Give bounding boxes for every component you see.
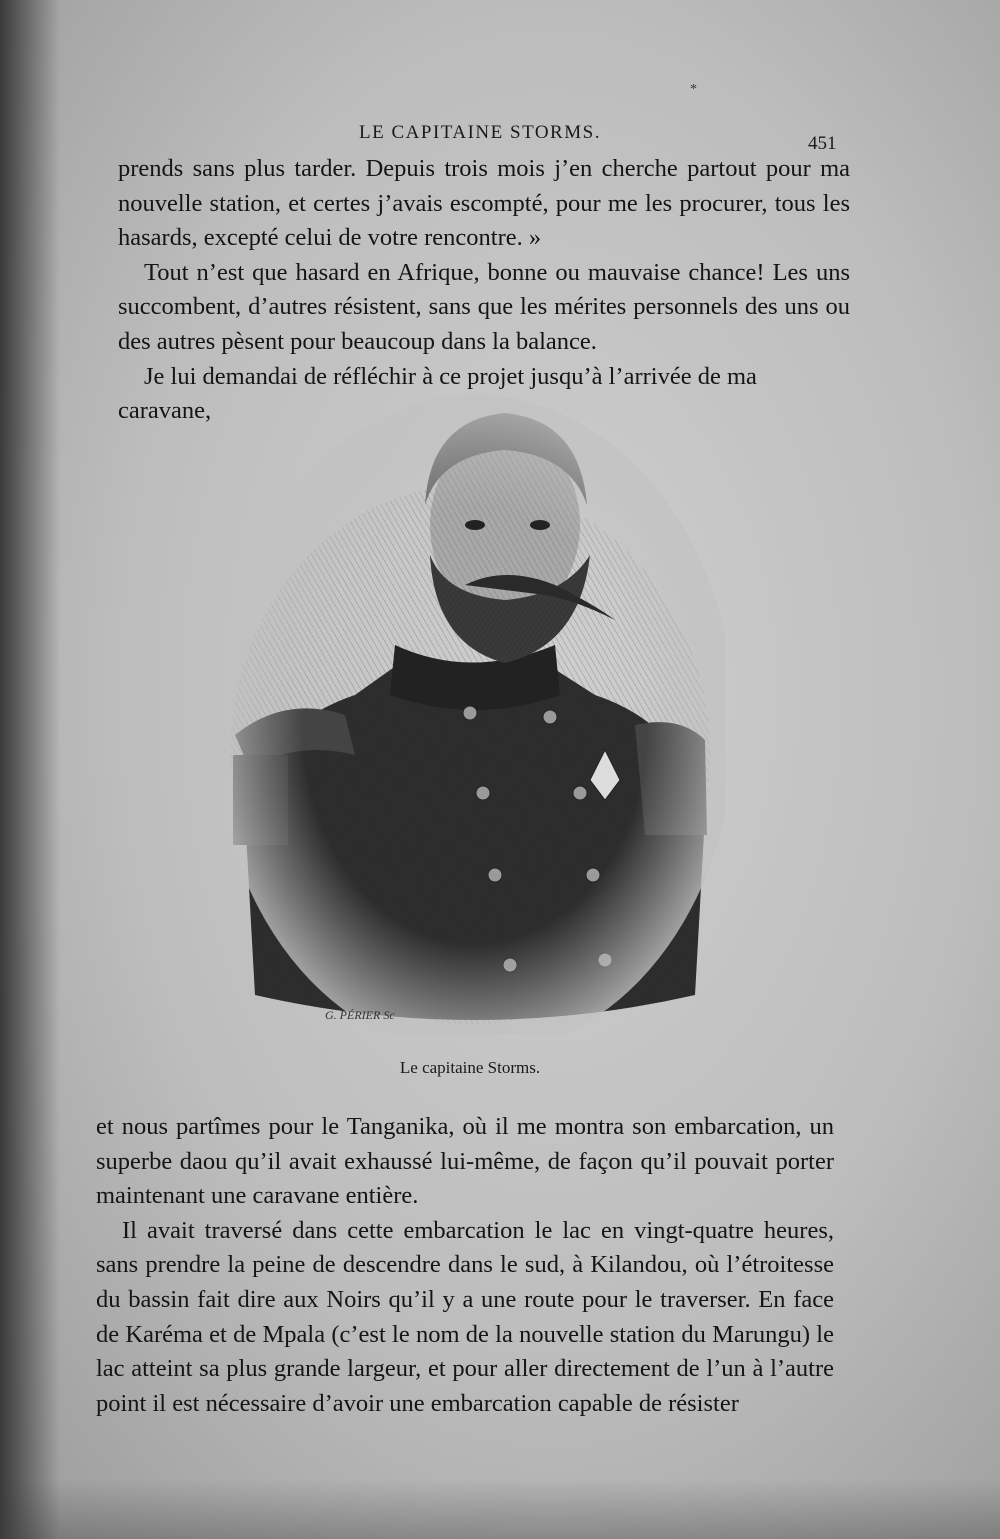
paragraph: prends sans plus tarder. Depuis trois mois j’en cherche partout pour ma nouvelle station, et certes j’avais escompté, pour me les procurer, tous les hasards, excepté celui de votre rencontre. »: [118, 155, 850, 252]
page-number: 451: [808, 133, 837, 154]
body-text-top: [118, 152, 850, 429]
figure-caption: Le capitaine Storms.: [399, 1058, 541, 1077]
paragraph: Tout n’est que hasard en Afrique, bonne ou mauvaise chance! Les uns succombent, d’autres résistent, sans que les mérites personnels des uns ou des autres pèsent pour beaucoup dans la balance.: [118, 258, 850, 355]
bottom-shadow: [0, 1479, 1000, 1539]
ink-speck: *: [690, 82, 697, 97]
running-title: LE CAPITAINE STORMS.: [359, 122, 601, 143]
paragraph: Je lui demandai de réfléchir à ce projet jusqu’à l’arrivée de ma caravane,: [118, 362, 757, 425]
gutter-shadow: [0, 0, 60, 1539]
engraver-signature: G. PÉRIER Sc: [325, 1008, 395, 1022]
body-text-bottom: [96, 1110, 834, 1421]
paragraph: Il avait traversé dans cette embarcation le lac en vingt-quatre heures, sans prendre la peine de descendre dans le sud, à Kilandou, où l’étroitesse du bassin fait dire aux Noirs qu’il y a une route pour le traverser. En face de Karéma et de Mpala (c’est le nom de la nouvelle station du Marungu) le lac atteint sa plus grande largeur, et pour aller directement de l’un à l’autre point il est nécessaire d’avoir une embarcation capable de résister: [96, 1216, 834, 1417]
portrait-engraving: [225, 395, 725, 1035]
paragraph: et nous partîmes pour le Tanganika, où il me montra son embarcation, un superbe daou qu’il avait exhaussé lui-même, de façon qu’il pouvait porter maintenant une caravane entière.: [96, 1113, 834, 1210]
